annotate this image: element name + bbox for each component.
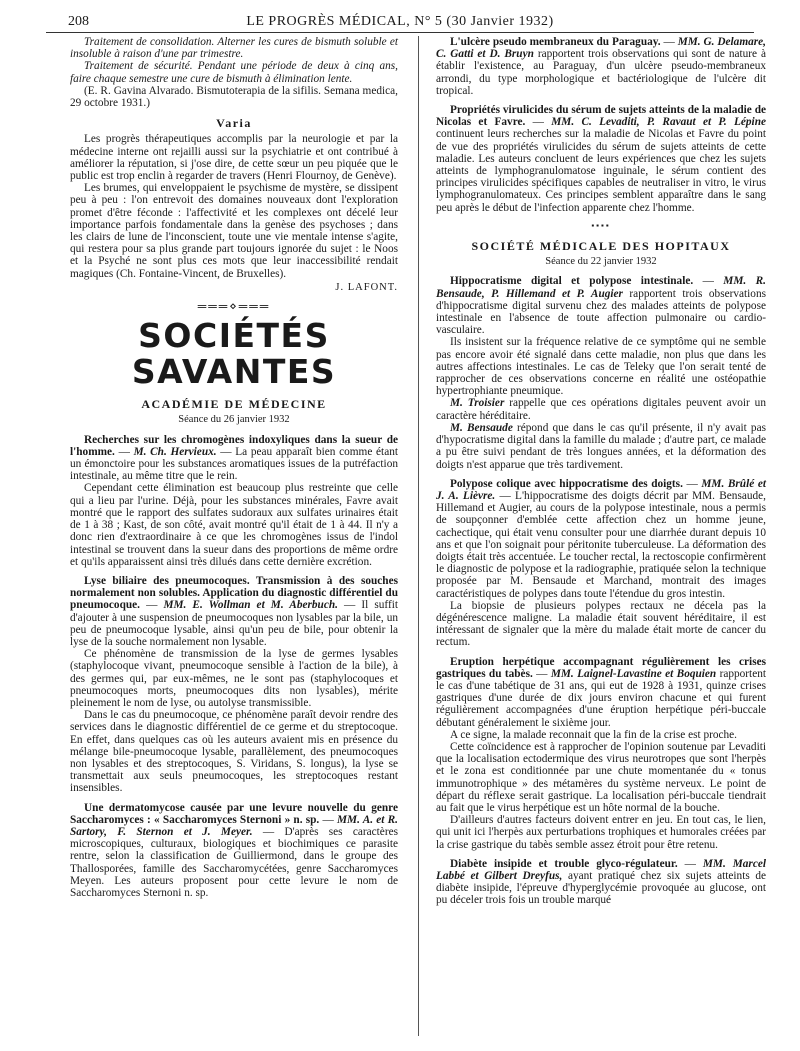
article-authors: MM. R. Bensaude, P. Hillemand et P. Augier: [436, 275, 766, 300]
article-text: rapportent trois observations qui sont de nature à établir l'existence, au Paraguay, d'un ulcère pseudo-membraneux arrondi, du type morphologique et bactériologique de l'ulcère dit tropical.: [436, 48, 766, 97]
journal-title: LE PROGRÈS MÉDICAL, N° 5 (30 Janvier 1932): [246, 14, 554, 29]
paragraph: Les brumes, qui enveloppaient le psychisme de mystère, se dissipent peu à peu : l'on entrevoit des domaines nouveaux dont l'exploration promet d'être féconde : l'affectivité et les complexes ont décelé leur importance parfois fondamentale dans la genèse des psychoses ; dans les clairs de lune de l'inconscient, toute une vie mentale intense s'agite, qui restera pour sa plus grande part toujours ignorée du sujet : le Noos et la Psyché ne sont plus ces mots que leur inaccessibilité rendait magiques (Ch. Fontaine-Vincent, de Bruxelles).: [70, 182, 398, 280]
article-text: L'hippocratisme des doigts décrit par MM. Bensaude, Hillemand et Augier, au cours de la polypose intestinale, nous a permis de soupçonner d'emblée cette affection chez un homme jeune, cachectique, qui était venu consulter pour une diarrhée durant depuis 10 ans et que l'on soignait pour péritonite tuberculeuse. La déformation des doigts était très accentuée. Le toucher rectal, la rectoscopie confirmèrent le diagnostic de polypose et la radiographie, pratiquée selon la technique proposée par M. Bensaude et Marchand, montrait des images caractéristiques de polypes dans toute l'étendue du gros intestin.: [436, 489, 766, 600]
session-date: Séance du 26 janvier 1932: [178, 414, 290, 426]
article-authors: MM. Laignel-Lavastine et Boquien: [550, 667, 717, 680]
citation: (E. R. Gavina Alvarado. Bismutoterapia de la sifilis. Semana medica, 29 octobre 1931.): [70, 84, 398, 110]
paragraph: Cette coïncidence est à rapprocher de l'opinion soutenue par Levaditi que la localisation ectodermique des virus neurotropes que sont l'herpès et le zona est conditionnée par une chute momentanée du « tonus immunotrophique » des métamères du système nerveux. Le point de départ du réflexe serait gastrique. La localisation péri-buccale tiendrait au fait que le virus herpétique est un hôte normal de la bouche.: [436, 740, 766, 814]
article: Hippocratisme digital et polypose intestinale. — MM. R. Bensaude, P. Hillemand et P. Augier rapportent trois observations d'hippocratisme digital survenu chez des malades atteints de polypose intestinale en l'absence de toute affection pulmonaire ou cardio-vasculaire. Ils insistent sur la fréquence relative de ce symptôme qui ne semble pas encore avoir été signalé dans cette maladie, non plus que dans les autres affections intestinales. Le cas de Teleky que l'on serait tenté de rapprocher de ces observations concerne en réalité une ostéopathie hypertrophiante pneumique. M. Troisier rappelle que ces opérations digitales peuvent avoir un caractère héréditaire. M. Bensaude répond que dans le cas qu'il présente, il n'y avait pas d'hypocratisme digital dans la famille du malade ; d'autre part, ce malade a pu être suivi pendant de très longues années, et la déformation des doigts n'est apparue que très tardivement.: [436, 275, 766, 471]
paragraph: Ce phénomène de transmission de la lyse de germes lysables (staphylocoque vivant, pneumocoque sensible à l'action de la bile), à des germes qui, par eux-mêmes, ne le sont pas (staphylocoques et pneumocoques morts, pneumocoques dits non lysables), mérite pleinement le nom de lyse, ou autolyse transmissible.: [70, 648, 398, 709]
article: Polypose colique avec hippocratisme des doigts. — MM. Brûlé et J. A. Lièvre. — L'hippocratisme des doigts décrit par MM. Bensaude, Hillemand et Augier, au cours de la polypose intestinale, nous a permis de soupçonner d'emblée cette affection chez un homme jeune, cachectique, qui était venu consulter pour une diarrhée durant depuis 10 ans et que l'on soignait pour péritonite tuberculeuse. La déformation des doigts était très accentuée. Le toucher rectal, la rectoscopie confirmèrent le diagnostic de polypose et la radiographie, pratiquée selon la technique proposée par M. Bensaude et Marchand, montrait des images caractéristiques de polypes dans toute l'étendue du gros intestin. La biopsie de plusieurs polypes rectaux ne décela pas la dégénérescence maligne. La maladie était souvent héréditaire, il est intéressant de signaler que la mère du malade était morte de cancer du rectum.: [436, 477, 766, 649]
right-column: [436, 36, 766, 907]
article-text: rapportent trois observations d'hippocratisme digital survenu chez des malades atteints de polypose intestinale en l'absence de toute affection pulmonaire ou cardio-vasculaire.: [436, 287, 766, 337]
paragraph: Ils insistent sur la fréquence relative de ce symptôme qui ne semble pas encore avoir été signalé dans cette maladie, non plus que dans les autres affections intestinales. Le cas de Teleky que l'on serait tenté de rapprocher de ces observations concerne en réalité une ostéopathie hypertrophiante pneumique.: [436, 336, 766, 398]
article-title: Lyse biliaire des pneumocoques. Transmission à des souches normalement non solubles. Application du diagnostic différentiel du pneumocoque.: [70, 574, 398, 612]
article-title: Hippocratisme digital et polypose intestinale.: [450, 275, 694, 288]
article-text: continuent leurs recherches sur la maladie de Nicolas et Favre du point de vue des propriétés virulicides du sérum de sujets atteints de cette maladie. Les auteurs concluent de leurs expériences que chez les sujets atteints de lymphogranulomatose inguinale, le sérum contient des principes virulicides spécifiques capables de neutraliser in vitro, le virus lymphogranulomateux. Ces principes semblent apparaître dans le sang peu après le début de l'infection apparente chez l'homme.: [436, 128, 766, 214]
speaker: M. Troisier: [450, 397, 505, 410]
article-text: D'après ses caractères microscopiques, culturaux, biologiques et biochimiques ce parasite rentre, selon la classification de Guilliermond, dans le groupe des Thallosporées, famille des Saccharomycétées, genre Saccharomyces Meyen. Les auteurs proposent pour cette levure le nom de Saccharomyces Sternoni n. sp.: [70, 825, 398, 899]
session-date: Séance du 22 janvier 1932: [545, 256, 657, 268]
article-title: Recherches sur les chromogènes indoxyliques dans la sueur de l'homme.: [70, 433, 398, 458]
column-divider: [418, 36, 419, 1036]
section-title-varia: Varia: [216, 116, 252, 131]
society-title: SOCIÉTÉ MÉDICALE DES HOPITAUX: [471, 239, 731, 254]
page-number: 208: [68, 14, 89, 29]
paragraph: Traitement de consolidation. Alterner les cures de bismuth soluble et insoluble à raison d'une par trimestre.: [70, 36, 398, 61]
article-text: rapportent le cas d'une tabétique de 31 ans, qui eut de 1928 à 1931, quinze crises gastriques d'une durée de dix jours environ chacune et qui furent régulièrement accompagnées d'une éruption herpétique péri-buccale débutant généralement le sixième jour.: [436, 667, 767, 729]
article: L'ulcère pseudo membraneux du Paraguay. — MM. G. Delamare, C. Gatti et D. Bruyn rapportent trois observations qui sont de nature à établir l'existence, au Paraguay, d'un ulcère pseudo-membraneux arrondi, du type morphologique et bactériologique de l'ulcère dit tropical.: [436, 36, 766, 97]
article-authors: MM. G. Delamare, C. Gatti et D. Bruyn: [436, 36, 766, 61]
article: Diabète insipide et trouble glyco-régulateur. — MM. Marcel Labbé et Gilbert Dreyfus, ayant pratiqué chez six sujets atteints de diabète insipide, l'épreuve d'hyperglycémie provoquée au glucose, ont pu déceler trois fois un trouble marqué: [436, 857, 767, 907]
paragraph: La biopsie de plusieurs polypes rectaux ne décela pas la dégénérescence maligne. La maladie était souvent héréditaire, il est intéressant de signaler que la mère du malade était morte de cancer du rectum.: [436, 599, 766, 649]
article-authors: M. Ch. Hervieux.: [133, 445, 217, 458]
article-authors: MM. Brûlé et J. A. Lièvre.: [436, 477, 766, 502]
article-title: Diabète insipide et trouble glyco-régulateur.: [450, 857, 678, 870]
paragraph: D'ailleurs d'autres facteurs doivent entrer en jeu. En tout cas, le lien, qui unit ici l'herpès aux perturbations trophiques et humorales créées par la crise gastrique du tabès semble assez étroit pour être retenu.: [436, 814, 766, 851]
article: Une dermatomycose causée par une levure nouvelle du genre Saccharomyces : « Saccharomyces Sternoni » n. sp. — MM. A. et R. Sartory, F. Sternon et J. Meyer. — D'après ses caractères microscopiques, culturaux, biologiques et biochimiques ce parasite rentre, selon la classification de Guilliermond, dans le groupe des Thallosporées, famille des Saccharomycétées, genre Saccharomyces Meyen. Les auteurs proposent pour cette levure le nom de Saccharomyces Sternoni n. sp.: [70, 801, 399, 899]
article-text: Il suffit d'ajouter à une suspension de pneumocoques non lysables par la bile, un peu de pneumocoque lysable, ainsi qu'un peu de bile, pour obtenir la lyse de la souche normalement non lysable.: [70, 599, 398, 648]
paragraph: Dans le cas du pneumocoque, ce phénomène paraît devoir rendre des services dans le diagnostic différentiel de ce germe et du streptocoque. En effet, dans quelques cas où les auteurs avaient mis en présence du mélange bile-pneumocoque lysable, parallèlement, des pneumocoques non lysables et des streptocoques, S. Viridans, S. longus), la lyse se transmettait aux seuls pneumocoques, les streptocoques restant insensibles.: [70, 709, 398, 795]
article-title: Propriétés virulicides du sérum de sujets atteints de la maladie de Nicolas et Favre.: [436, 104, 766, 129]
paragraph: A ce signe, la malade reconnait que la fin de la crise est proche.: [450, 728, 738, 741]
article-title: Eruption herpétique accompagnant régulièrement les crises gastriques du tabès.: [436, 655, 766, 680]
article-text: répond que dans le cas qu'il présente, il n'y avait pas d'hypocratisme digital dans la famille du malade ; d'autre part, ce malade a pu être suivi pendant de très longues années, et la déformation des doigts n'est apparue que très tardivement.: [436, 421, 766, 471]
paragraph: Cependant cette élimination est beaucoup plus restreinte que celle qui a lieu par l'urine. Déjà, pour les substances minérales, Favre avait montré que le rapport des sulfates sudoraux aux sulfates urinaires était de 1 à 38 ; Kast, de son côté, avait montré qu'il était de 1 à 44. Il n'y a donc rien d'extraordinaire à ce que les chromogènes issus de l'indol intestinal se trouvent dans la sueur dans des proportions de même ordre et qu'ils apparaissent ainsi très dilués dans cette dernière excrétion.: [70, 482, 398, 568]
article-authors: MM. E. Wollman et M. Aberbuch.: [163, 599, 338, 612]
article-text: ayant pratiqué chez six sujets atteints de diabète insipide, l'épreuve d'hyperglycémie provoquée au glucose, ont pu déceler trois fois un trouble marqué: [436, 870, 767, 907]
ornament-divider: ═══⋄═══: [197, 299, 271, 314]
running-header: [46, 10, 754, 33]
article-title: L'ulcère pseudo membraneux du Paraguay.: [450, 36, 661, 48]
article: Recherches sur les chromogènes indoxyliques dans la sueur de l'homme. — M. Ch. Hervieux. — La peau apparaît bien comme étant un émonctoire pour les substances aromatiques issues de la putréfaction intestinale, au même titre que le rein. Cependant cette élimination est beaucoup plus restreinte que celle qui a lieu par l'urine. Déjà, pour les substances minérales, Favre avait montré que le rapport des sulfates sudoraux aux sulfates urinaires était de 1 à 38 ; Kast, de son côté, avait montré qu'il était de 1 à 44. Il n'y a donc rien d'extraordinaire à ce que les chromogènes issus de l'indol intestinal se trouvent dans la sueur dans des proportions de même ordre et qu'ils apparaissent ainsi très dilués dans cette dernière excrétion.: [70, 433, 398, 568]
article-text: La peau apparaît bien comme étant un émonctoire pour les substances aromatiques issues de la putréfaction intestinale, au même titre que le rein.: [70, 445, 398, 483]
ornament-divider: ▪▪▪▪: [591, 220, 611, 230]
article-text: rappelle que ces opérations digitales peuvent avoir un caractère héréditaire.: [436, 397, 766, 422]
paragraph: Traitement de sécurité. Pendant une période de deux à cinq ans, faire chaque semestre une cure de bismuth à élimination lente.: [70, 60, 398, 85]
article-authors: MM. C. Levaditi, P. Ravaut et P. Lépine: [551, 116, 766, 129]
signature: J. LAFONT.: [335, 281, 398, 293]
article: Lyse biliaire des pneumocoques. Transmission à des souches normalement non solubles. Application du diagnostic différentiel du pneumocoque. — MM. E. Wollman et M. Aberbuch. — Il suffit d'ajouter à une suspension de pneumocoques non lysables par la bile, un peu de pneumocoque lysable, ainsi qu'un peu de bile, pour obtenir la lyse de la souche normalement non lysable. Ce phénomène de transmission de la lyse de germes lysables (staphylocoque vivant, pneumocoque sensible à l'action de la bile), à des germes qui, par eux-mêmes, ne le sont pas (staphylocoques et pneumocoques morts, pneumocoques dits non lysables), mérite pleinement le nom de lyse, ou autolyse transmissible. Dans le cas du pneumocoque, ce phénomène paraît devoir rendre des services dans le diagnostic différentiel de ce germe et du streptocoque. En effet, dans quelques cas où les auteurs avaient mis en présence du mélange bile-pneumocoque lysable, parallèlement, des pneumocoques non lysables et des streptocoques, S. Viridans, S. longus), la lyse se transmettait aux seuls pneumocoques, les streptocoques restant insensibles.: [70, 574, 398, 795]
article-authors: MM. Marcel Labbé et Gilbert Dreyfus,: [436, 857, 766, 882]
left-column: [70, 36, 398, 899]
article-title: Une dermatomycose causée par une levure nouvelle du genre Saccharomyces : « Saccharomyces Sternoni » n. sp.: [70, 801, 398, 826]
article-title: Polypose colique avec hippocratisme des doigts.: [450, 477, 683, 490]
speaker: M. Bensaude: [450, 421, 513, 434]
article: Eruption herpétique accompagnant régulièrement les crises gastriques du tabès. — MM. Laignel-Lavastine et Boquien rapportent le cas d'une tabétique de 31 ans, qui eut de 1928 à 1931, quinze crises gastriques d'une durée de dix jours environ chacune et qui furent régulièrement accompagnées d'une éruption herpétique péri-buccale débutant généralement le sixième jour. A ce signe, la malade reconnait que la fin de la crise est proche. Cette coïncidence est à rapprocher de l'opinion soutenue par Levaditi que la localisation ectodermique des virus neurotropes que sont l'herpès et le zona est conditionnée par une chute momentanée du « tonus immunotrophique » des métamères du système nerveux. Le point de départ du réflexe serait gastrique. La localisation péri-buccale tiendrait au fait que le virus herpétique est un hôte normal de la bouche. D'ailleurs d'autres facteurs doivent entrer en jeu. En tout cas, le lien, qui unit ici l'herpès aux perturbations trophiques et humorales créées par la crise gastrique du tabès semble assez étroit pour être retenu.: [436, 655, 767, 851]
society-title: ACADÉMIE DE MÉDECINE: [141, 397, 327, 412]
article-authors: MM. A. et R. Sartory, F. Sternon et J. Meyer.: [70, 813, 399, 838]
section-heading: SOCIÉTÉS SAVANTES: [131, 316, 337, 392]
article: Propriétés virulicides du sérum de sujets atteints de la maladie de Nicolas et Favre. — MM. C. Levaditi, P. Ravaut et P. Lépine continuent leurs recherches sur la maladie de Nicolas et Favre du point de vue des propriétés virulicides du sérum de sujets atteints de cette maladie. Les auteurs concluent de leurs expériences que chez les sujets atteints de lymphogranulomatose inguinale, le sérum contient des principes virulicides spécifiques capables de neutraliser in vitro, le virus lymphogranulomateux. Ces principes semblent apparaître dans le sang peu après le début de l'infection apparente chez l'homme.: [436, 104, 766, 214]
paragraph: Les progrès thérapeutiques accomplis par la neurologie et par la médecine interne ont rejailli aussi sur la psychiatrie et ont contribué à améliorer la réputation, si j'ose dire, de cette sœur un peu piquée que le public est trop enclin à regarder de travers (Henri Flournoy, de Genève).: [70, 133, 398, 183]
